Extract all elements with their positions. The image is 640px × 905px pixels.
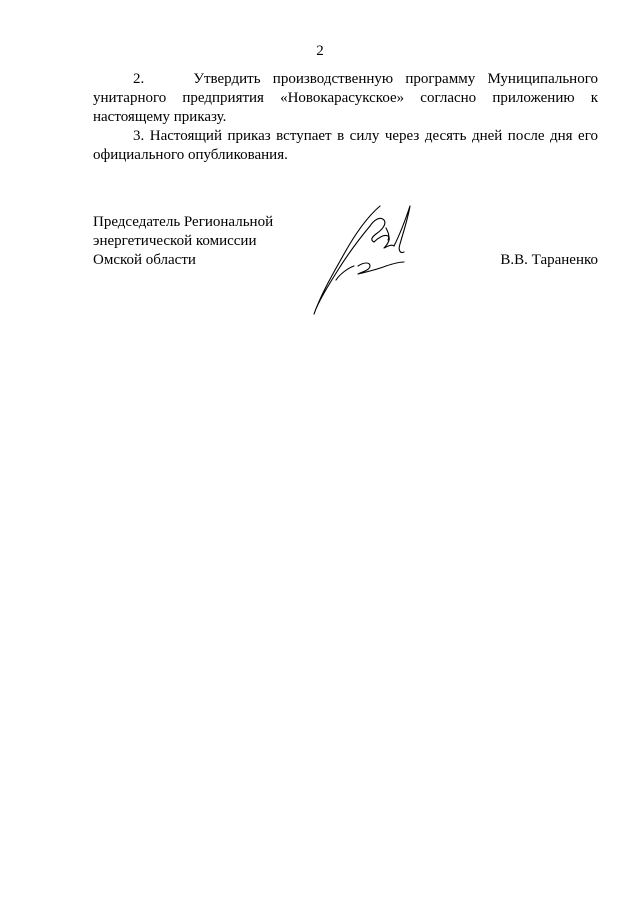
page-number: 2 xyxy=(316,43,324,59)
signer-title-line: Председатель Региональной xyxy=(93,214,274,230)
signer-title-line: энергетической комиссии xyxy=(93,233,257,249)
signer-title xyxy=(93,213,323,270)
paragraph-approve-program: 2. Утвердить производственную программу Муниципального унитарного предприятия «Новокарасукское» согласно приложению к настоящему приказу. xyxy=(93,71,598,125)
signer-name: В.В. Тараненко xyxy=(500,252,598,268)
signer-title-line: Омской области xyxy=(93,252,196,268)
paragraph-effective-date: 3. Настоящий приказ вступает в силу через десять дней после дня его официального опубликования. xyxy=(93,128,598,163)
handwritten-signature xyxy=(308,200,420,318)
document-body xyxy=(93,70,598,165)
